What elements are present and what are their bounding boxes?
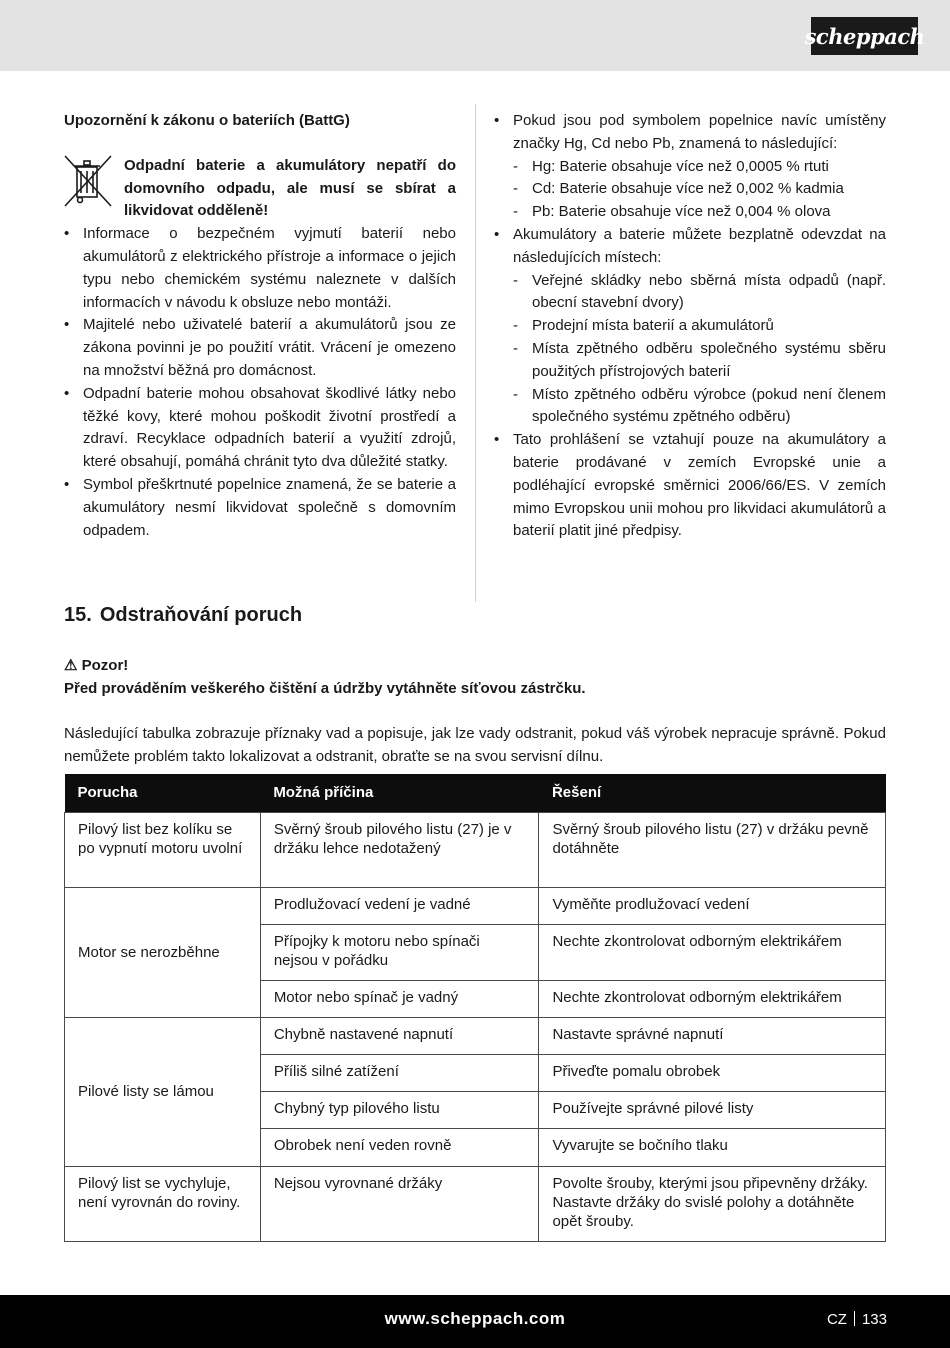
- sublist-item: - Prodejní místa baterií a akumulátorů: [513, 315, 886, 338]
- table-row: [65, 888, 886, 925]
- cause-cell: Chybný typ pilového listu: [260, 1092, 539, 1129]
- troubleshooting-table: [64, 774, 886, 1242]
- column-divider: [475, 104, 476, 602]
- fix-cell: Vyměňte prodlužovací vedení: [539, 888, 886, 925]
- cause-cell: Obrobek není veden rovně: [260, 1129, 539, 1167]
- fault-cell: Motor se nerozběhne: [65, 888, 261, 1018]
- cause-cell: Motor nebo spínač je vadný: [260, 981, 539, 1018]
- fix-cell: Vyvarujte se bočního tlaku: [539, 1129, 886, 1167]
- list-item-text: Pokud jsou pod symbolem popelnice navíc umístěny značky Hg, Cd nebo Pb, znamená to následující:: [513, 112, 886, 152]
- right-bullets: [494, 110, 886, 543]
- left-column: [64, 110, 456, 542]
- list-item: [494, 224, 886, 429]
- section-title: [64, 604, 302, 627]
- section-number: 15.: [64, 604, 92, 626]
- list-item-text: Akumulátory a baterie můžete bezplatně odevzdat na následujících místech:: [513, 225, 886, 266]
- fix-cell: Používejte správné pilové listy: [539, 1092, 886, 1129]
- left-bullets: [64, 223, 456, 542]
- table-row: [65, 1018, 886, 1055]
- brand-logo: scheppach: [811, 17, 918, 55]
- cause-cell: Svěrný šroub pilového listu (27) je v držáku lehce nedotažený: [260, 813, 539, 888]
- cause-cell: Chybně nastavené napnutí: [260, 1018, 539, 1055]
- sublist-item: - Místa zpětného odběru společného systému sběru použitých přístrojových baterií: [513, 338, 886, 384]
- list-item: • Majitelé nebo uživatelé baterií a akumulátorů jsou ze zákona povinni je po použití vrátit. Vrácení je omezeno na množství běžná pro domácnost.: [64, 314, 456, 382]
- fault-cell: Pilový list bez kolíku se po vypnutí motoru uvolní: [65, 813, 261, 888]
- list-item: • Odpadní baterie mohou obsahovat škodlivé látky nebo těžké kovy, které mohou poškodit životní prostředí a zdraví. Recyklace odpadních baterií a využití zdrojů, které obsahují, pomáhá chránit tyto dva důležité statky.: [64, 383, 456, 474]
- sublist-item: - Veřejné skládky nebo sběrná místa odpadů (např. obecní stavební dvory): [513, 270, 886, 316]
- list-item: [494, 110, 886, 224]
- fix-cell: Povolte šrouby, kterými jsou připevněny držáky. Nastavte držáky do svislé polohy a dotáhněte opět šrouby.: [539, 1167, 886, 1242]
- section-title-text: Odstraňování poruch: [99, 604, 303, 626]
- fix-cell: Nastavte správné napnutí: [539, 1018, 886, 1055]
- sublist: [513, 270, 886, 430]
- column-header: Možná příčina: [260, 774, 539, 813]
- caution-block: [64, 654, 886, 700]
- column-header: Porucha: [65, 774, 261, 813]
- cause-cell: Příliš silné zatížení: [260, 1055, 539, 1092]
- footer-bar: [0, 1295, 950, 1348]
- language-code: CZ: [826, 1311, 847, 1328]
- crossed-bin-icon: [64, 155, 112, 207]
- fix-cell: Nechte zkontrolovat odborným elektrikářem: [539, 925, 886, 981]
- list-item: • Tato prohlášení se vztahují pouze na akumulátory a baterie prodávané v zemích Evropské unie a podléhající evropské směrnici 2006/66/ES. V zemích mimo Evropskou unii mohou pro likvidaci akumulátorů a baterií platit jiné předpisy.: [494, 429, 886, 543]
- table-header-row: [65, 774, 886, 813]
- list-item: • Symbol přeškrtnuté popelnice znamená, že se baterie a akumulátory nesmí likvidovat společně s domovním odpadem.: [64, 474, 456, 542]
- sublist-item: - Cd: Baterie obsahuje více než 0,002 % kadmia: [513, 178, 886, 201]
- caution-label: Pozor!: [81, 657, 129, 674]
- cause-cell: Přípojky k motoru nebo spínači nejsou v pořádku: [260, 925, 539, 981]
- separator: [854, 1311, 855, 1326]
- warning-block: [64, 155, 456, 223]
- list-item: • Informace o bezpečném vyjmutí baterií nebo akumulátorů z elektrického přístroje a informace o jejich typu nebo chemickém systému naleznete v dalších informacích v návodu k obsluze nebo montáži.: [64, 223, 456, 314]
- sublist-item: - Pb: Baterie obsahuje více než 0,004 % olova: [513, 201, 886, 224]
- warning-triangle-icon: ⚠: [64, 657, 78, 674]
- page-number: 133: [861, 1311, 887, 1328]
- battery-law-heading: Upozornění k zákonu o bateriích (BattG): [64, 112, 350, 129]
- intro-paragraph: Následující tabulka zobrazuje příznaky vad a popisuje, jak lze vady odstranit, pokud váš výrobek nepracuje správně. Pokud nemůžete problém takto lokalizovat a odstranit, obraťte se na svou servisní dílnu.: [64, 725, 886, 765]
- header-bar: [0, 0, 950, 71]
- fix-cell: Svěrný šroub pilového listu (27) v držáku pevně dotáhněte: [539, 813, 886, 888]
- sublist-item: - Místo zpětného odběru výrobce (pokud není členem společného systému zpětného odběru): [513, 384, 886, 430]
- page-indicator: [827, 1311, 887, 1328]
- table-row: [65, 1167, 886, 1242]
- warning-text: Odpadní baterie a akumulátory nepatří do domovního odpadu, ale musí se sbírat a likvidovat odděleně!: [124, 156, 456, 220]
- website-link[interactable]: www.scheppach.com: [384, 1309, 566, 1328]
- table-row: [65, 813, 886, 888]
- cause-cell: Nejsou vyrovnané držáky: [260, 1167, 539, 1242]
- right-column: [494, 110, 886, 543]
- sublist-item: - Hg: Baterie obsahuje více než 0,0005 % rtuti: [513, 156, 886, 179]
- fault-cell: Pilový list se vychyluje, není vyrovnán do roviny.: [65, 1167, 261, 1242]
- fix-cell: Nechte zkontrolovat odborným elektrikářem: [539, 981, 886, 1018]
- sublist: [513, 156, 886, 224]
- column-header: Řešení: [539, 774, 886, 813]
- caution-text: Před prováděním veškerého čištění a údržby vytáhněte síťovou zástrčku.: [64, 680, 586, 697]
- fix-cell: Přiveďte pomalu obrobek: [539, 1055, 886, 1092]
- cause-cell: Prodlužovací vedení je vadné: [260, 888, 539, 925]
- fault-cell: Pilové listy se lámou: [65, 1018, 261, 1167]
